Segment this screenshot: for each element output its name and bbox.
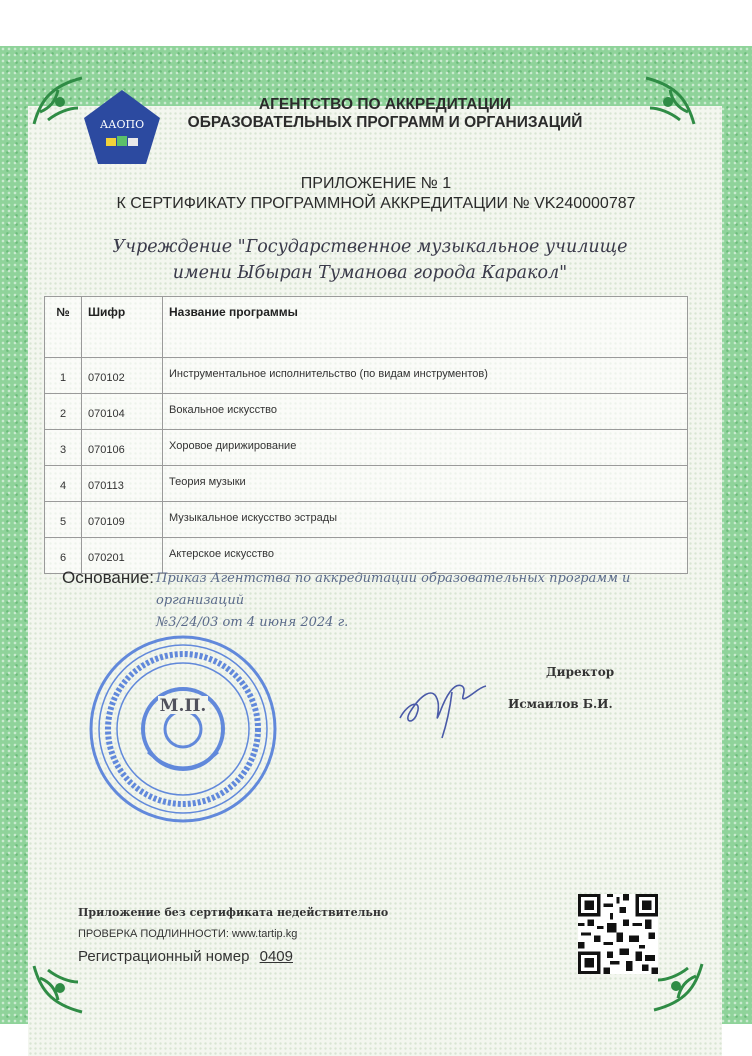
registration-number-value: 0409 [259,948,293,965]
official-stamp [88,634,278,824]
agency-name [170,96,600,132]
ornament-top-left-icon [30,72,86,128]
programs-table [44,296,688,574]
institution-line1: Учреждение "Государственное музыкальное училище [112,237,628,257]
qr-code [578,894,658,974]
stamp-center-text: М.П. [159,696,207,716]
row-code: 070104 [82,394,163,430]
column-header-number: № [45,297,82,358]
row-code: 070109 [82,502,163,538]
basis-order-number: №3/24/03 от 4 июня 2024 г. [156,615,349,630]
row-program-name: Хоровое дирижирование [163,430,688,466]
basis-text [156,568,666,634]
ornament-bottom-left-icon [30,962,86,1018]
row-program-name: Инструментальное исполнительство (по видам инструментов) [163,358,688,394]
row-number: 5 [45,502,82,538]
row-code: 070201 [82,538,163,574]
agency-name-line1: АГЕНТСТВО ПО АККРЕДИТАЦИИ [258,96,512,113]
basis-order: Приказ Агентства по аккредитации образовательных программ и организаций [156,571,631,608]
row-number: 6 [45,538,82,574]
registration-number [78,948,293,965]
registration-label: Регистрационный номер [78,948,250,965]
table-row [45,358,688,394]
director-signature [394,672,494,742]
table-row [45,502,688,538]
row-program-name: Музыкальное искусство эстрады [163,502,688,538]
ornament-top-right-icon [642,72,698,128]
column-header-program-name: Название программы [163,297,688,358]
row-number: 1 [45,358,82,394]
row-number: 2 [45,394,82,430]
row-code: 070102 [82,358,163,394]
ornament-bottom-right-icon [650,960,706,1016]
agency-logo [82,88,162,168]
agency-name-line2: ОБРАЗОВАТЕЛЬНЫХ ПРОГРАММ И ОРГАНИЗАЦИЙ [187,114,583,131]
row-code: 070106 [82,430,163,466]
row-program-name: Теория музыки [163,466,688,502]
row-program-name: Вокальное искусство [163,394,688,430]
verification-link: ПРОВЕРКА ПОДЛИННОСТИ: www.tartip.kg [78,928,298,940]
director-name: Исмаилов Б.И. [508,697,613,711]
institution-name [110,234,630,286]
table-row [45,394,688,430]
row-code: 070113 [82,466,163,502]
row-number: 4 [45,466,82,502]
table-header-row [45,297,688,358]
annex-heading [40,174,712,214]
logo-text: ААОПО [99,118,145,131]
annex-title: ПРИЛОЖЕНИЕ № 1 [300,175,452,192]
director-title: Директор [546,665,615,679]
table-row [45,466,688,502]
column-header-code: Шифр [82,297,163,358]
annex-certificate-number: К СЕРТИФИКАТУ ПРОГРАММНОЙ АККРЕДИТАЦИИ № VK240000787 [116,195,636,212]
table-row [45,430,688,466]
row-number: 3 [45,430,82,466]
basis-label: Основание: [62,568,154,587]
row-program-name: Актерское искусство [163,538,688,574]
institution-line2: имени Ыбыран Туманова города Каракол" [172,263,568,283]
validity-note: Приложение без сертификата недействительно [78,906,389,919]
